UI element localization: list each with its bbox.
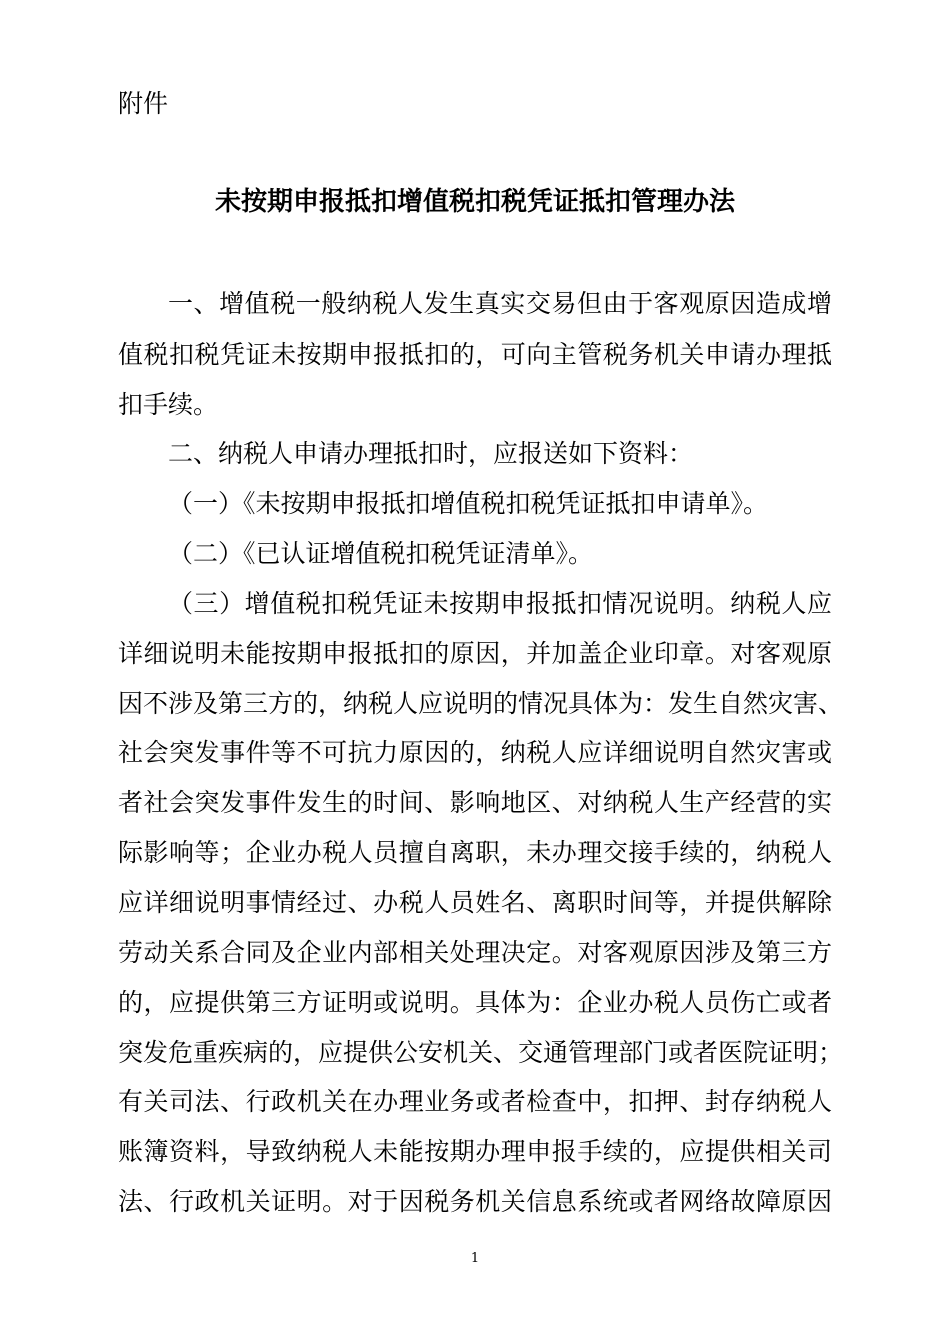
document-title: 未按期申报抵扣增值税扣税凭证抵扣管理办法 bbox=[214, 187, 735, 217]
paragraph-line: 际影响等；企业办税人员擅自离职，未办理交接手续的，纳税人 bbox=[118, 838, 832, 867]
paragraph-line: 扣手续。 bbox=[118, 390, 219, 419]
paragraph-line: 劳动关系合同及企业内部相关处理决定。对客观原因涉及第三方 bbox=[118, 938, 832, 967]
paragraph-line: 法、行政机关证明。对于因税务机关信息系统或者网络故障原因 bbox=[118, 1187, 832, 1216]
paragraph-line: 二、纳税人申请办理抵扣时，应报送如下资料： bbox=[168, 439, 694, 468]
paragraph-line: 应详细说明事情经过、办税人员姓名、离职时间等，并提供解除 bbox=[118, 888, 832, 917]
page-number: 1 bbox=[470, 1251, 480, 1266]
list-item: （一）《未按期申报抵扣增值税扣税凭证抵扣申请单》。 bbox=[168, 489, 769, 518]
attachment-label: 附件 bbox=[118, 89, 169, 118]
list-item: （三）增值税扣税凭证未按期申报抵扣情况说明。纳税人应 bbox=[168, 589, 832, 618]
list-item: （二）《已认证增值税扣税凭证清单》。 bbox=[168, 539, 594, 568]
paragraph-line: 值税扣税凭证未按期申报抵扣的，可向主管税务机关申请办理抵 bbox=[118, 340, 832, 369]
paragraph-line: 社会突发事件等不可抗力原因的，纳税人应详细说明自然灾害或 bbox=[118, 738, 832, 767]
paragraph-line: 详细说明未能按期申报抵扣的原因，并加盖企业印章。对客观原 bbox=[118, 639, 832, 668]
paragraph-line: 账簿资料，导致纳税人未能按期办理申报手续的，应提供相关司 bbox=[118, 1137, 832, 1166]
paragraph-line: 因不涉及第三方的，纳税人应说明的情况具体为：发生自然灾害、 bbox=[118, 689, 844, 718]
paragraph-line: 一、增值税一般纳税人发生真实交易但由于客观原因造成增 bbox=[168, 289, 832, 318]
paragraph-line: 者社会突发事件发生的时间、影响地区、对纳税人生产经营的实 bbox=[118, 788, 832, 817]
paragraph-line: 有关司法、行政机关在办理业务或者检查中，扣押、封存纳税人 bbox=[118, 1087, 832, 1116]
paragraph-line: 突发危重疾病的，应提供公安机关、交通管理部门或者医院证明； bbox=[118, 1038, 844, 1067]
paragraph-line: 的，应提供第三方证明或说明。具体为：企业办税人员伤亡或者 bbox=[118, 988, 832, 1017]
